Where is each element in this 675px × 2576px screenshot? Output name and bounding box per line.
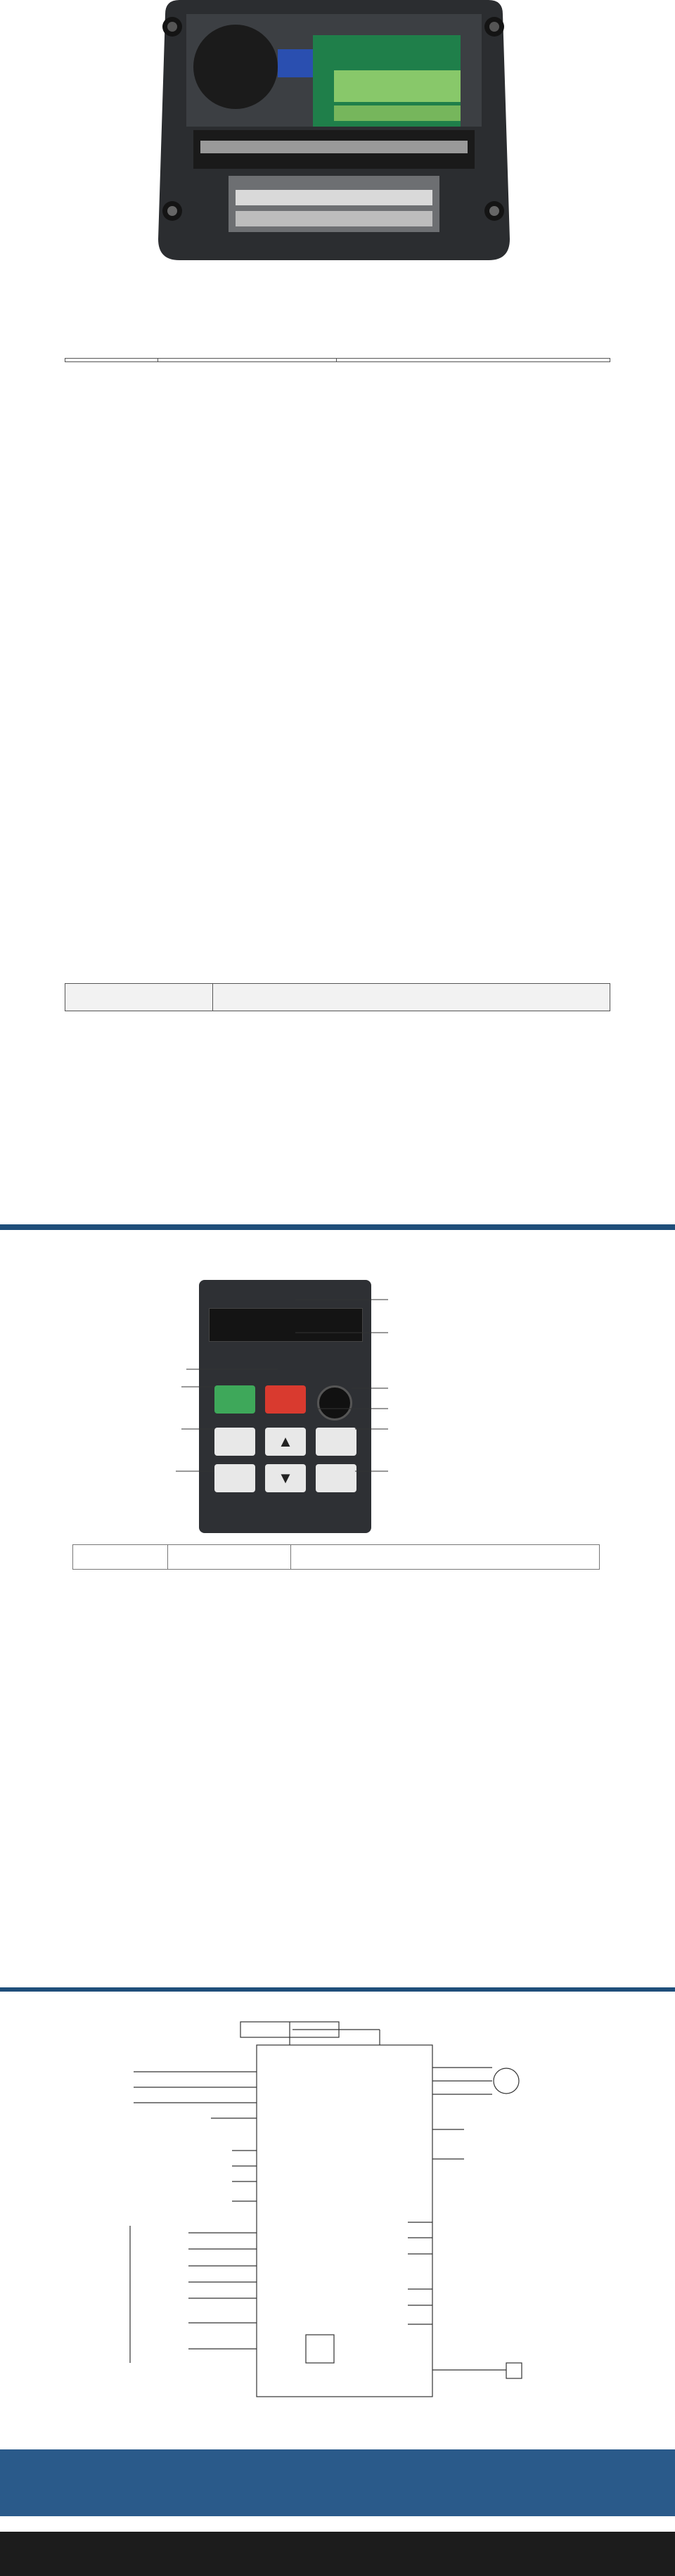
section-divider xyxy=(0,1224,675,1230)
application-header xyxy=(0,2532,675,2576)
col-symbol xyxy=(65,359,158,362)
up-arrow-icon: ▲ xyxy=(278,1433,293,1450)
down-arrow-icon: ▼ xyxy=(278,1469,293,1487)
col-features xyxy=(168,1545,291,1570)
keypad-callout-lines xyxy=(0,1266,675,1575)
col-function xyxy=(158,359,337,362)
terminal-mark-table xyxy=(65,983,610,1011)
section-divider-2 xyxy=(0,1987,675,1992)
wiring-diagram xyxy=(0,2011,675,2447)
key-icon-table xyxy=(72,1544,600,1570)
function-table xyxy=(65,358,610,362)
col-description xyxy=(213,984,610,1011)
col-factory xyxy=(337,359,610,362)
terminal-board-photo xyxy=(151,0,517,267)
col-terminal-mark xyxy=(65,984,213,1011)
col-explanation xyxy=(291,1545,600,1570)
col-icon xyxy=(73,1545,168,1570)
note-banner xyxy=(0,2449,675,2516)
